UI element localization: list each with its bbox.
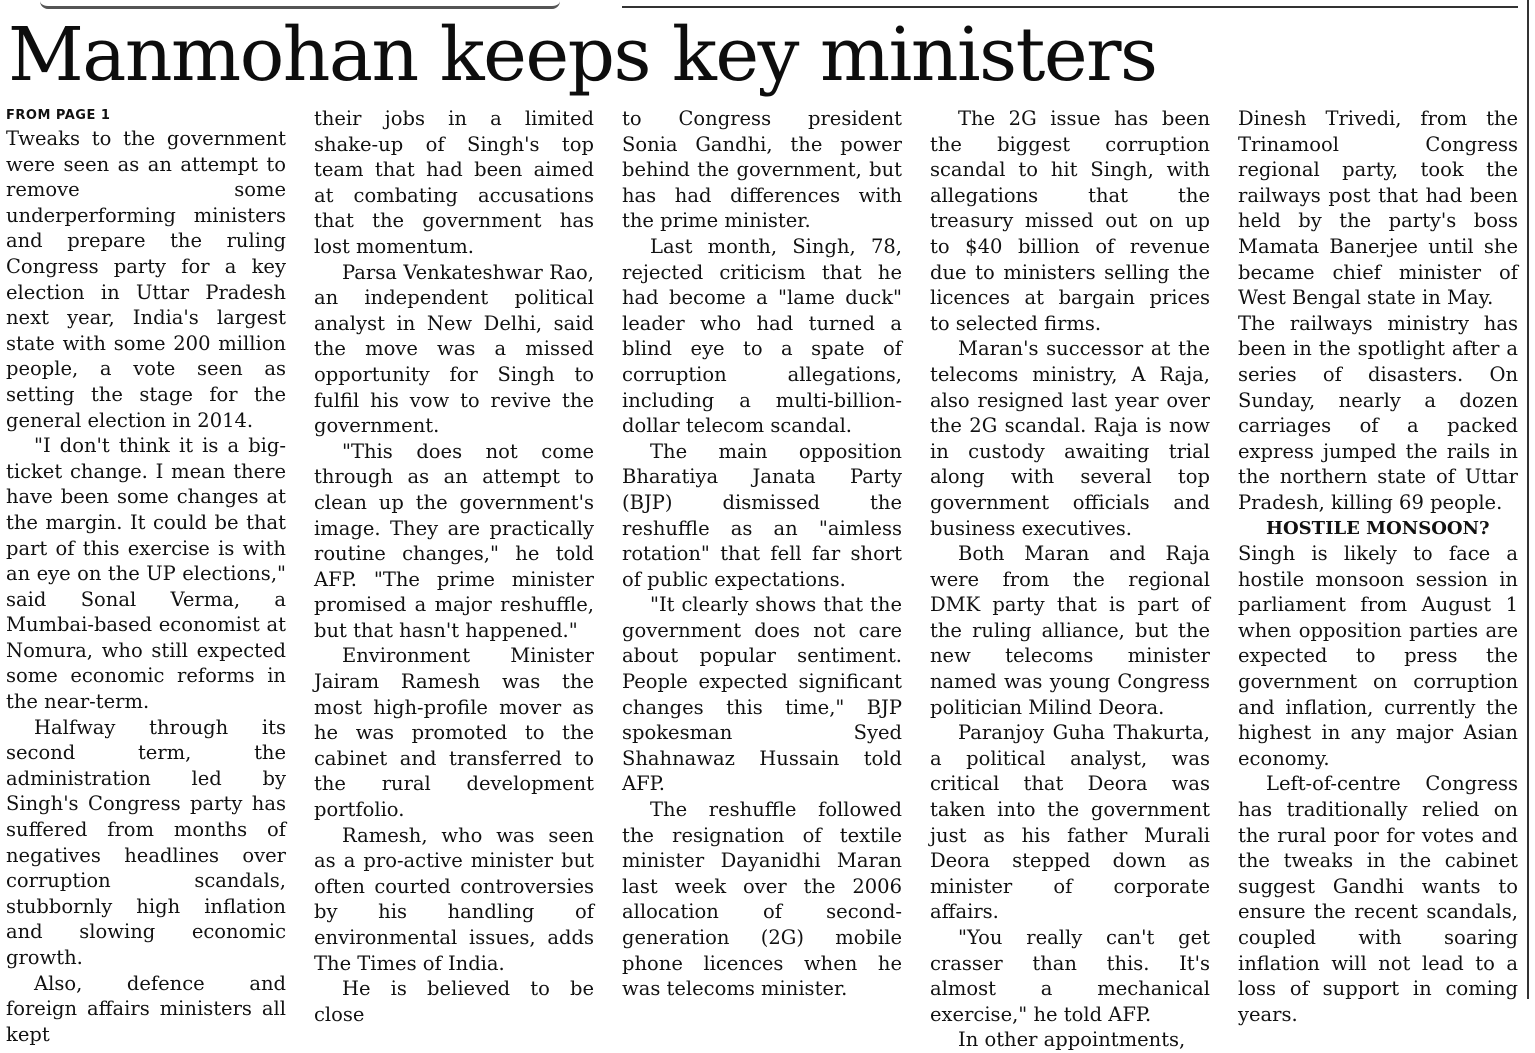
paragraph: Maran's successor at the telecoms ministry, A Raja, also resigned last year over the 2G scandal. Raja is now in custody awaiting trial along with several top government officials and business executives. bbox=[930, 337, 1210, 540]
paragraph: He is believed to be close bbox=[314, 977, 594, 1026]
paragraph: The reshuffle followed the resignation of textile minister Dayanidhi Maran last week over the 2006 allocation of second-generation (2G) mobile phone licences when he was telecoms minister. bbox=[622, 798, 902, 1001]
paragraph: their jobs in a limited shake-up of Singh's top team that had been aimed at combating accusations that the government has lost momentum. bbox=[314, 107, 594, 258]
top-border-decoration bbox=[40, 0, 560, 9]
subheading: HOSTILE MONSOON? bbox=[1266, 517, 1490, 539]
paragraph: Last month, Singh, 78, rejected criticism that he had become a "lame duck" leader who had turned a blind eye to a spate of corruption allegations, including a multi-billion-dollar telecom scandal. bbox=[622, 234, 902, 438]
continuation-kicker: FROM PAGE 1 bbox=[6, 108, 111, 123]
paragraph: "It clearly shows that the government does not care about popular sentiment. People expected significant changes this time," BJP spokesman Syed Shahnawaz Hussain told AFP. bbox=[622, 593, 902, 796]
paragraph: Also, defence and foreign affairs ministers all kept bbox=[6, 971, 286, 1046]
top-rule bbox=[622, 6, 1518, 8]
column-4 bbox=[930, 106, 1210, 1052]
paragraph: Singh is likely to face a hostile monsoon session in parliament from August 1 when opposition parties are expected to press the government on corruption and inflation, currently the highest in any major Asian economy. bbox=[1238, 542, 1518, 770]
headline: Manmohan keeps key ministers bbox=[8, 12, 1157, 98]
paragraph: Left-of-centre Congress has traditionally relied on the rural poor for votes and the tweaks in the cabinet suggest Gandhi wants to ensure the recent scandals, coupled with soaring inflation will not lead to a loss of support in coming years. bbox=[1238, 772, 1518, 1026]
column-1 bbox=[6, 106, 286, 1046]
paragraph: Halfway through its second term, the administration led by Singh's Congress party has suffered from months of negatives headlines over corruption scandals, stubbornly high inflation and slowing economic growth. bbox=[6, 715, 286, 969]
column-2 bbox=[314, 106, 594, 1026]
paragraph: Environment Minister Jairam Ramesh was the most high-profile mover as he was promoted to the cabinet and transferred to the rural development portfolio. bbox=[314, 644, 594, 822]
paragraph: Paranjoy Guha Thakurta, a political analyst, was critical that Deora was taken into the government just as his father Murali Deora stepped down as minister of corporate affairs. bbox=[930, 721, 1210, 924]
paragraph: "You really can't get crasser than this. It's almost a mechanical exercise," he told AFP. bbox=[930, 926, 1210, 1026]
paragraph: The main opposition Bharatiya Janata Party (BJP) dismissed the reshuffle as an "aimless rotation" that fell far short of public expectations. bbox=[622, 439, 902, 591]
paragraph: Tweaks to the government were seen as an attempt to remove some underperforming ministers and prepare the ruling Congress party for a key election in Uttar Pradesh next year, India's largest state with some 200 million people, a vote seen as setting the stage for the general election in 2014. bbox=[6, 127, 286, 432]
column-5 bbox=[1238, 106, 1518, 1026]
paragraph: The 2G issue has been the biggest corruption scandal to hit Singh, with allegations that the treasury missed out on up to $40 billion of revenue due to ministers selling the licences at bargain prices to selected firms. bbox=[930, 107, 1210, 335]
article-body bbox=[6, 106, 1518, 1052]
paragraph: to Congress president Sonia Gandhi, the power behind the government, but has had differences with the prime minister. bbox=[622, 107, 902, 233]
paragraph: Ramesh, who was seen as a pro-active minister but often courted controversies by his handling of environmental issues, adds The Times of India. bbox=[314, 823, 594, 975]
page-edge-rule bbox=[1527, 0, 1529, 999]
paragraph: Parsa Venkateshwar Rao, an independent political analyst in New Delhi, said the move was a missed opportunity for Singh to fulfil his vow to revive the government. bbox=[314, 260, 594, 438]
paragraph: "This does not come through as an attempt to clean up the government's image. They are practically routine changes," he told AFP. "The prime minister promised a major reshuffle, but that hasn't happened." bbox=[314, 439, 594, 642]
paragraph: "I don't think it is a big-ticket change. I mean there have been some changes at the margin. It could be that part of this exercise is with an eye on the UP elections," said Sonal Verma, a Mumbai-based economist at Nomura, who still expected some economic reforms in the near-term. bbox=[6, 434, 286, 714]
paragraph: Dinesh Trivedi, from the Trinamool Congress regional party, took the railways post that had been held by the party's boss Mamata Banerjee until she became chief minister of West Bengal state in May. bbox=[1238, 107, 1518, 310]
column-3 bbox=[622, 106, 902, 999]
paragraph: The railways ministry has been in the spotlight after a series of disasters. On Sunday, nearly a dozen carriages of a packed express jumped the rails in the northern state of Uttar Pradesh, killing 69 people. bbox=[1238, 311, 1518, 514]
paragraph: In other appointments, bbox=[958, 1028, 1186, 1052]
paragraph: Both Maran and Raja were from the regional DMK party that is part of the ruling alliance, but the new telecoms minister named was young Congress politician Milind Deora. bbox=[930, 542, 1210, 719]
